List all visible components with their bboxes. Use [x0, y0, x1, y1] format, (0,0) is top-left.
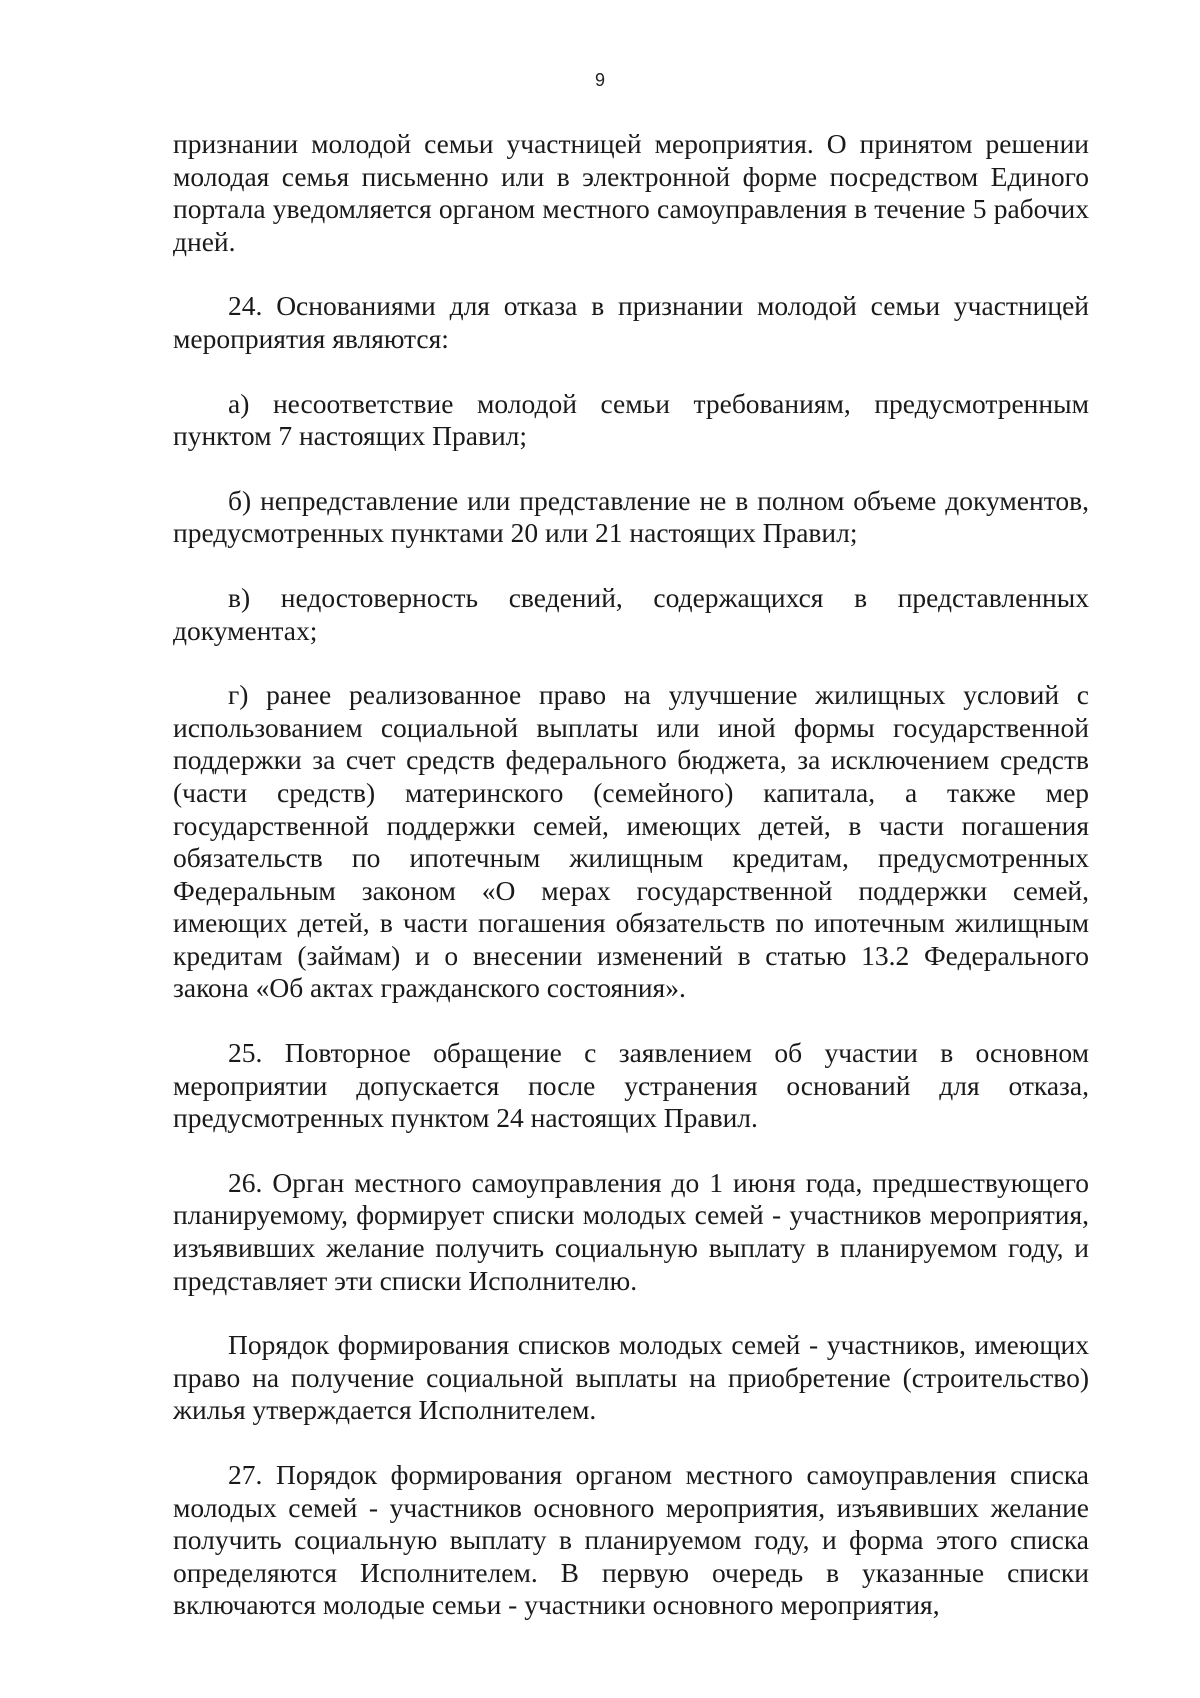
- paragraph-subitem-v: в) недостоверность сведений, содержащихся в представленных документах;: [173, 581, 1089, 646]
- paragraph-item-25: 25. Повторное обращение с заявлением об участии в основном мероприятии допускается после устранения оснований для отказа, предусмотренных пунктом 24 настоящих Правил.: [173, 1037, 1089, 1134]
- paragraph-lists-order: Порядок формирования списков молодых семей - участников, имеющих право на получение социальной выплаты на приобретение (строительство) жилья утверждается Исполнителем.: [173, 1329, 1089, 1426]
- paragraph-subitem-a: а) несоответствие молодой семьи требованиям, предусмотренным пунктом 7 настоящих Правил;: [173, 387, 1089, 452]
- paragraph-item-26: 26. Орган местного самоуправления до 1 июня года, предшествующего планируемому, формирует списки молодых семей - участников мероприятия, изъявивших желание получить социальную выплату в планируемом году, и представляет эти списки Исполнителю.: [173, 1166, 1089, 1296]
- paragraph-continuation: признании молодой семьи участницей мероприятия. О принятом решении молодая семья письменно или в электронной форме посредством Единого портала уведомляется органом местного самоуправления в течение 5 рабочих дней.: [173, 128, 1089, 257]
- paragraph-subitem-b: б) непредставление или представление не в полном объеме документов, предусмотренных пунктами 20 или 21 настоящих Правил;: [173, 484, 1089, 549]
- paragraph-item-27: 27. Порядок формирования органом местного самоуправления списка молодых семей - участников основного мероприятия, изъявивших желание получить социальную выплату в планируемом году, и форма этого списка определяются Исполнителем. В первую очередь в указанные списки включаются молодые семьи - участники основного мероприятия,: [173, 1459, 1089, 1621]
- paragraph-subitem-g: г) ранее реализованное право на улучшение жилищных условий с использованием социальной выплаты или иной формы государственной поддержки за счет средств федерального бюджета, за исключением средств (части средств) материнского (семейного) капитала, а также мер государственной поддержки семей, имеющих детей, в части погашения обязательств по ипотечным жилищным кредитам, предусмотренных Федеральным законом «О мерах государственной поддержки семей, имеющих детей, в части погашения обязательств по ипотечным жилищным кредитам (займам) и о внесении изменений в статью 13.2 Федерального закона «Об актах гражданского состояния».: [173, 679, 1089, 1004]
- page-number: 9: [594, 70, 605, 90]
- document-body: [173, 128, 1089, 1654]
- paragraph-item-24: 24. Основаниями для отказа в признании молодой семьи участницей мероприятия являются:: [173, 290, 1089, 354]
